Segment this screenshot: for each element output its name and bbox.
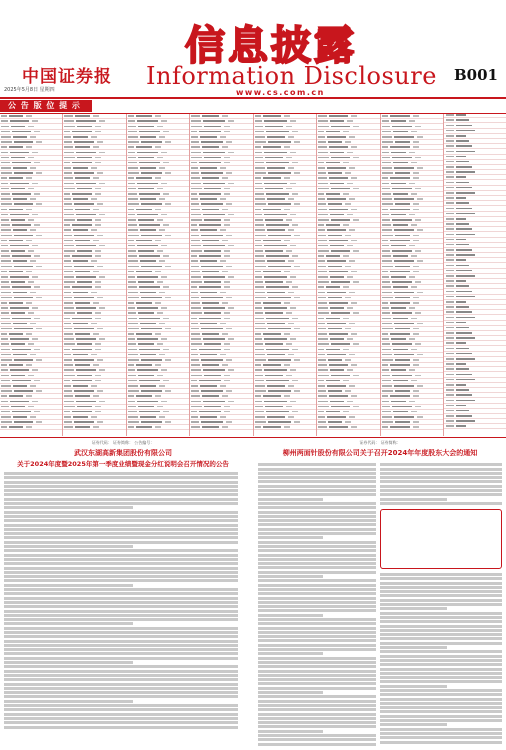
text-line	[4, 678, 238, 681]
text-line	[258, 704, 376, 707]
text-line	[258, 609, 376, 612]
announcement-index-grid	[0, 113, 506, 435]
text-line	[4, 726, 238, 729]
text-line	[380, 582, 502, 585]
text-line	[4, 579, 238, 582]
section-divider	[0, 437, 506, 438]
text-line	[258, 597, 376, 600]
text-line	[4, 597, 238, 600]
text-line	[258, 738, 376, 741]
text-line	[380, 577, 502, 580]
text-line	[4, 558, 238, 561]
text-line	[4, 687, 238, 690]
text-line	[258, 682, 376, 685]
text-line	[258, 498, 323, 501]
text-line	[258, 549, 376, 552]
text-line	[4, 485, 238, 488]
text-line	[258, 639, 376, 642]
text-line	[258, 541, 376, 544]
brand-logo: 中国证券报	[22, 67, 112, 87]
text-line	[380, 476, 502, 479]
text-line	[258, 532, 376, 535]
index-row	[127, 425, 189, 430]
text-line	[258, 579, 376, 582]
text-line	[380, 616, 502, 619]
text-line	[380, 650, 502, 653]
text-line	[4, 571, 238, 574]
text-line	[258, 536, 323, 539]
text-line	[4, 536, 238, 539]
text-line	[258, 678, 376, 681]
text-line	[4, 592, 238, 595]
text-line	[258, 523, 376, 526]
text-line	[258, 528, 376, 531]
text-line	[258, 515, 376, 518]
text-line	[258, 601, 376, 604]
text-line	[380, 736, 502, 739]
index-column	[63, 114, 126, 436]
text-line	[380, 586, 502, 589]
notice-kicker: 证券代码： 证券简称：	[359, 440, 401, 445]
text-line	[380, 719, 502, 722]
text-line	[4, 631, 238, 634]
text-line	[4, 498, 238, 501]
text-line	[258, 700, 376, 703]
text-line	[380, 489, 502, 492]
text-line	[258, 713, 376, 716]
text-line	[258, 652, 323, 655]
text-line	[380, 741, 502, 744]
text-line	[380, 710, 502, 713]
text-line	[380, 659, 502, 662]
text-line	[380, 642, 502, 645]
text-line	[380, 715, 502, 718]
text-line	[258, 485, 376, 488]
text-line	[4, 657, 238, 660]
text-line	[380, 685, 447, 688]
text-line	[258, 730, 323, 733]
text-line	[258, 480, 376, 483]
text-line	[4, 618, 238, 621]
text-line	[380, 732, 502, 735]
text-line	[4, 674, 238, 677]
text-line	[258, 627, 376, 630]
text-line	[380, 668, 502, 671]
text-line	[258, 571, 376, 574]
text-line	[380, 603, 502, 606]
text-line	[4, 721, 238, 724]
text-line	[380, 672, 502, 675]
index-column	[190, 114, 253, 436]
text-line	[380, 680, 502, 683]
text-line	[380, 646, 447, 649]
text-line	[258, 558, 376, 561]
index-column	[0, 114, 63, 436]
text-line	[4, 665, 238, 668]
text-line	[258, 468, 376, 471]
text-line	[4, 524, 238, 527]
index-row	[190, 425, 252, 430]
text-line	[4, 601, 238, 604]
text-line	[258, 489, 376, 492]
header-rule	[0, 97, 506, 99]
text-line	[258, 493, 376, 496]
text-line	[380, 625, 502, 628]
text-line	[4, 476, 238, 479]
text-line	[258, 725, 376, 728]
text-line	[380, 599, 502, 602]
text-line	[4, 708, 238, 711]
text-line	[4, 511, 238, 514]
text-line	[4, 683, 238, 686]
text-line	[258, 618, 376, 621]
text-line	[380, 573, 502, 576]
text-line	[4, 532, 238, 535]
text-line	[258, 476, 376, 479]
text-line	[380, 702, 502, 705]
text-line	[380, 480, 502, 483]
text-line	[380, 498, 447, 501]
text-line	[4, 713, 238, 716]
text-line	[4, 493, 238, 496]
text-line	[258, 717, 376, 720]
index-heading: 公 告 版 位 提 示	[0, 100, 92, 112]
text-line	[4, 640, 238, 643]
text-line	[380, 594, 502, 597]
notice-body	[4, 472, 242, 729]
text-line	[258, 588, 376, 591]
text-line	[4, 575, 238, 578]
text-line	[258, 592, 376, 595]
text-line	[4, 588, 238, 591]
text-line	[380, 698, 502, 701]
text-line	[258, 562, 376, 565]
website[interactable]: www.cs.com.cn	[236, 88, 325, 97]
text-line	[258, 644, 376, 647]
notice-kicker: 证券代码： 证券简称： 公告编号：	[91, 440, 155, 445]
text-line	[258, 511, 376, 514]
index-row	[254, 425, 316, 430]
notice-left	[4, 440, 242, 746]
text-line	[4, 489, 238, 492]
notice-company: 柳州两面针股份有限公司关于召开2024年年度股东大会的通知	[282, 449, 478, 457]
text-line	[4, 652, 238, 655]
text-line	[258, 670, 376, 673]
text-line	[380, 502, 502, 505]
text-line	[258, 519, 376, 522]
text-line	[4, 481, 238, 484]
text-line	[258, 472, 376, 475]
notice-table	[380, 509, 502, 569]
text-line	[4, 700, 133, 703]
text-line	[4, 704, 238, 707]
text-line	[380, 693, 502, 696]
notice-company: 武汉东湖高新集团股份有限公司	[74, 449, 172, 457]
text-line	[258, 691, 323, 694]
text-line	[4, 644, 238, 647]
text-line	[4, 549, 238, 552]
text-line	[258, 695, 376, 698]
text-line	[4, 562, 238, 565]
text-line	[258, 665, 376, 668]
sidebar-row	[444, 424, 506, 429]
section-code: B001	[454, 66, 498, 84]
text-line	[4, 648, 238, 651]
section-title-cn: 信息披露	[185, 22, 357, 69]
text-line	[258, 648, 376, 651]
text-line	[380, 633, 502, 636]
text-line	[258, 554, 376, 557]
index-sidebar	[444, 113, 506, 435]
text-line	[258, 614, 323, 617]
text-line	[258, 687, 376, 690]
index-column	[381, 114, 444, 436]
text-line	[380, 655, 502, 658]
index-column	[317, 114, 380, 436]
text-line	[4, 635, 238, 638]
masthead	[0, 0, 506, 96]
text-line	[258, 622, 376, 625]
text-line	[258, 566, 376, 569]
text-line	[258, 708, 376, 711]
text-line	[380, 629, 502, 632]
index-column	[254, 114, 317, 436]
text-line	[380, 612, 502, 615]
text-line	[258, 734, 376, 737]
text-line	[4, 472, 238, 475]
text-line	[258, 584, 376, 587]
text-line	[380, 485, 502, 488]
text-line	[4, 622, 133, 625]
index-column	[127, 114, 190, 436]
text-line	[380, 676, 502, 679]
text-line	[4, 627, 238, 630]
text-line	[4, 605, 238, 608]
text-line	[4, 691, 238, 694]
text-line	[258, 506, 376, 509]
text-line	[4, 584, 133, 587]
text-line	[258, 575, 323, 578]
index-row	[0, 425, 62, 430]
text-line	[4, 545, 133, 548]
text-line	[258, 674, 376, 677]
text-line	[258, 721, 376, 724]
text-line	[380, 607, 447, 610]
text-line	[380, 663, 502, 666]
text-line	[258, 463, 376, 466]
text-line	[4, 541, 238, 544]
text-line	[258, 743, 376, 746]
text-line	[4, 506, 133, 509]
text-line	[4, 610, 238, 613]
text-line	[380, 590, 502, 593]
text-line	[4, 567, 238, 570]
text-line	[258, 605, 376, 608]
text-line	[258, 635, 376, 638]
text-line	[4, 554, 238, 557]
text-line	[380, 637, 502, 640]
notice-right	[258, 440, 502, 746]
notice-title: 关于2024年度暨2025年第一季度业绩暨现金分红说明会召开情况的公告	[17, 460, 229, 468]
index-row	[63, 425, 125, 430]
text-line	[4, 717, 238, 720]
text-line	[380, 620, 502, 623]
text-line	[4, 519, 238, 522]
text-line	[380, 728, 502, 731]
text-line	[4, 670, 238, 673]
index-row	[381, 425, 443, 430]
text-line	[380, 706, 502, 709]
text-line	[4, 695, 238, 698]
text-line	[4, 528, 238, 531]
text-line	[380, 463, 502, 466]
text-line	[380, 468, 502, 471]
text-line	[258, 657, 376, 660]
notice-body	[258, 462, 502, 746]
text-line	[380, 472, 502, 475]
text-line	[258, 661, 376, 664]
text-line	[258, 631, 376, 634]
text-line	[380, 493, 502, 496]
text-line	[4, 515, 238, 518]
index-row	[317, 425, 379, 430]
section-title-en: Information Disclosure	[146, 62, 437, 90]
text-line	[380, 723, 447, 726]
date-line: 2025年5月8日 星期四	[4, 87, 55, 93]
text-line	[380, 689, 502, 692]
text-line	[258, 545, 376, 548]
text-line	[4, 614, 238, 617]
text-line	[4, 661, 133, 664]
text-line	[4, 502, 238, 505]
text-line	[258, 502, 376, 505]
